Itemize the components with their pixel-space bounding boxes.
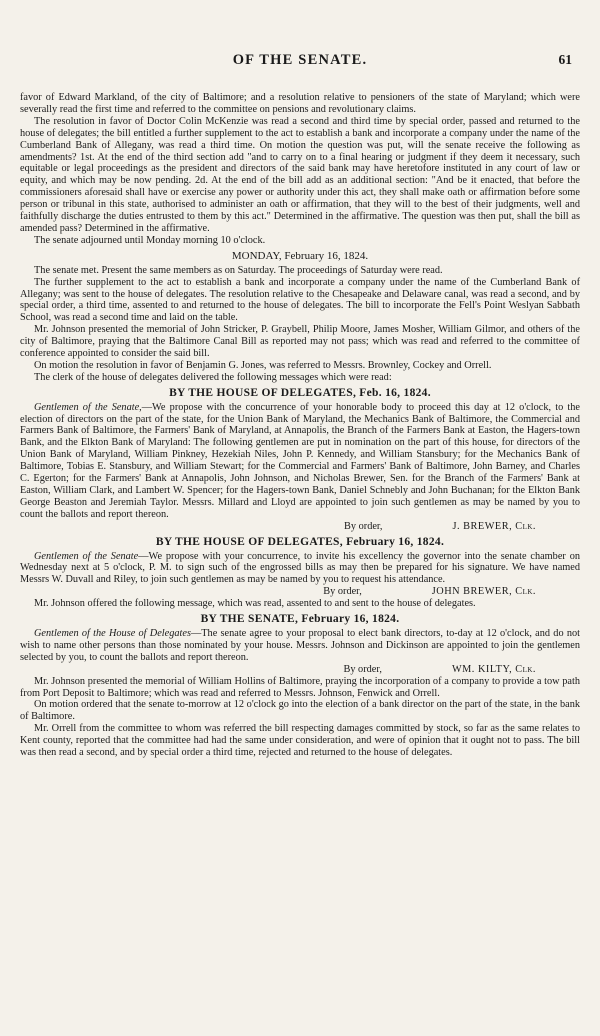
- paragraph: The senate adjourned until Monday morning 10 o'clock.: [34, 234, 266, 246]
- message-heading: BY THE HOUSE OF DELEGATES, Feb. 16, 1824.: [169, 386, 431, 399]
- paragraph: favor of Edward Markland, of the city of Baltimore; and a resolution relative to pensioners of the state of Maryland; which were severally read the first time and referred to the committee on pensions and revolutionary claims.: [20, 92, 580, 115]
- paragraph: The resolution in favor of Doctor Colin McKenzie was read a second and third time by special order, passed and returned to the house of delegates; the bill entitled a further supplement to the act to establish a bank and incorporate a company under the name of the Cumberland Bank of Allegany, was read a third time. On motion the question was put, will the senate receive the following as amendments? 1st. At the end of the third section add "and to carry on to a final hearing or judgment if they deem it necessary, such equitable or legal proceedings as the president and directors of the said bank may have heretofore instituted in any court of law or equity, and which may be now pending. 2d. At the end of the bill add as an additional section: "And be it enacted, that before the commissioners aforesaid shall have or exercise any power or authority under this act, they shall make oath or affirmation before some person or tribunal in this state, authorised to administer an oath or affirmation, that they will to the best of their judgments, well and faithfully discharge the duties entrusted to them by this act." Determined in the affirmative. The question was then put, shall the bill as amended pass? Determined in the affirmative.: [20, 115, 580, 234]
- message-salutation: Gentlemen of the Senate,: [34, 401, 142, 413]
- message-heading: BY THE HOUSE OF DELEGATES, February 16, 1824.: [155, 535, 445, 548]
- paragraph: Mr. Orrell from the committee to whom was referred the bill respecting damages committed by stock, so far as the same relates to Kent county, reported that the committee had had the same under consideration, and were of opinion that it ought not to pass. The bill was then read a second, and by special order a third time, rejected and returned to the house of delegates.: [20, 723, 580, 759]
- signature: J. BREWER, Clk.: [452, 520, 536, 532]
- paragraph: Mr. Johnson offered the following message, which was read, assented to and sent to the house of delegates.: [34, 598, 476, 610]
- message-body: [20, 628, 580, 664]
- message-salutation: Gentlemen of the Senate: [34, 550, 139, 562]
- message-body: [20, 402, 580, 521]
- by-order: By order,: [343, 663, 382, 675]
- paragraph: Mr. Johnson presented the memorial of William Hollins of Baltimore, praying the incorporation of a company to provide a tow path from Port Deposit to Baltimore; which was read and referred to Messrs. Johnson, Fenwick and Orrell.: [20, 675, 580, 699]
- signature: WM. KILTY, Clk.: [451, 663, 536, 675]
- body-text: [20, 92, 580, 759]
- date-heading: MONDAY, February 16, 1824.: [231, 249, 369, 262]
- signature-row: [20, 521, 580, 533]
- page-number: 61: [558, 52, 572, 67]
- by-order: By order,: [344, 520, 383, 532]
- message-heading: BY THE SENATE, February 16, 1824.: [200, 613, 400, 626]
- paragraph: Mr. Johnson presented the memorial of John Stricker, P. Graybell, Philip Moore, James Mosher, William Gilmor, and others of the city of Baltimore, praying that the Baltimore Canal Bill as reported may not pass; which was read and referred to the committee of conference appointed to consider the said bill.: [20, 324, 580, 360]
- paragraph: On motion the resolution in favor of Benjamin G. Jones, was referred to Messrs. Brownley, Cockey and Orrell.: [34, 359, 492, 371]
- paragraph: The senate met. Present the same members as on Saturday. The proceedings of Saturday were read.: [34, 264, 443, 276]
- message-salutation: Gentlemen of the House of Delegates: [34, 627, 191, 639]
- running-head: [20, 0, 580, 92]
- paragraph: On motion ordered that the senate to-morrow at 12 o'clock go into the election of a bank director on the part of the state, in the bank of Baltimore.: [20, 699, 580, 723]
- signature: JOHN BREWER, Clk.: [431, 586, 536, 598]
- message-text: —The senate agree to your proposal to elect bank directors, to-day at 12 o'clock, and do not wish to name other persons than those nominated by your house. Messrs. Johnson and Dickinson are appointed to join the gentlemen selected by you, to count the ballots and report thereon.: [20, 627, 581, 663]
- signature-row: [20, 586, 580, 598]
- signature-row: [20, 664, 580, 676]
- by-order: By order,: [323, 586, 362, 598]
- message-body: [20, 551, 580, 587]
- paragraph: The clerk of the house of delegates delivered the following messages which were read:: [34, 371, 392, 383]
- message-text: —We propose with the concurrence of your honorable body to proceed this day at 12 o'clock, to the election of directors on the part of the state, for the Union Bank of Maryland, the Mechanics Bank of Baltimore, the Commercial and Farmers Bank of Baltimore, the Farmers' Bank of Maryland, at Annapolis, the Branch of the Farmers Bank at Easton, the Hagers-town Bank, and the Elkton Bank of Maryland: The following gentlemen are put in nomination on the part of this house, for directors of the Union Bank of Maryland, William Pinkney, Hezekiah Niles, John P. Kennedy, and William Stansbury; for the Mechanics Bank of Baltimore, Tobias E. Stansbury, and William Stewart; for the Commercial and Farmers' Bank of Baltimore, John Barney, and Charles C. Egerton; for the Farmers' Bank at Annapolis, John Johnson, and Nicholas Brewer, Sen. for the Branch of the Farmers' Bank at Easton, William Clark, and Lambert W. Spencer; for the Hagers-town Bank, Daniel Schnebly and John Buchanan; for the Elkton Bank George Beaston and Jeremiah Taylor. Messrs. Millard and Lloyd are appointed to join such gentlemen as may be named by you to count the ballots and report thereon.: [20, 401, 580, 520]
- page-title: OF THE SENATE.: [232, 52, 368, 68]
- message-text: —We propose with your concurrence, to invite his excellency the governor into the senate chamber on Wednesday next at 5 o'clock, P. M. to sign such of the engrossed bills as may then be prepared for his signature. We have named Messrs W. Duvall and Riley, to join such gentlemen as may be named by you to request his attendance.: [20, 550, 580, 586]
- paragraph: The further supplement to the act to establish a bank and incorporate a company under the name of the Cumberland Bank of Allegany; was sent to the house of delegates. The resolution relative to the Chesapeake and Delaware canal, was read a second, and by special order, a third time, assented to and returned to the house of delegates. The bill to incorporate the Fell's Point Weslyan Sabbath School, was read a second time and laid on the table.: [20, 276, 580, 324]
